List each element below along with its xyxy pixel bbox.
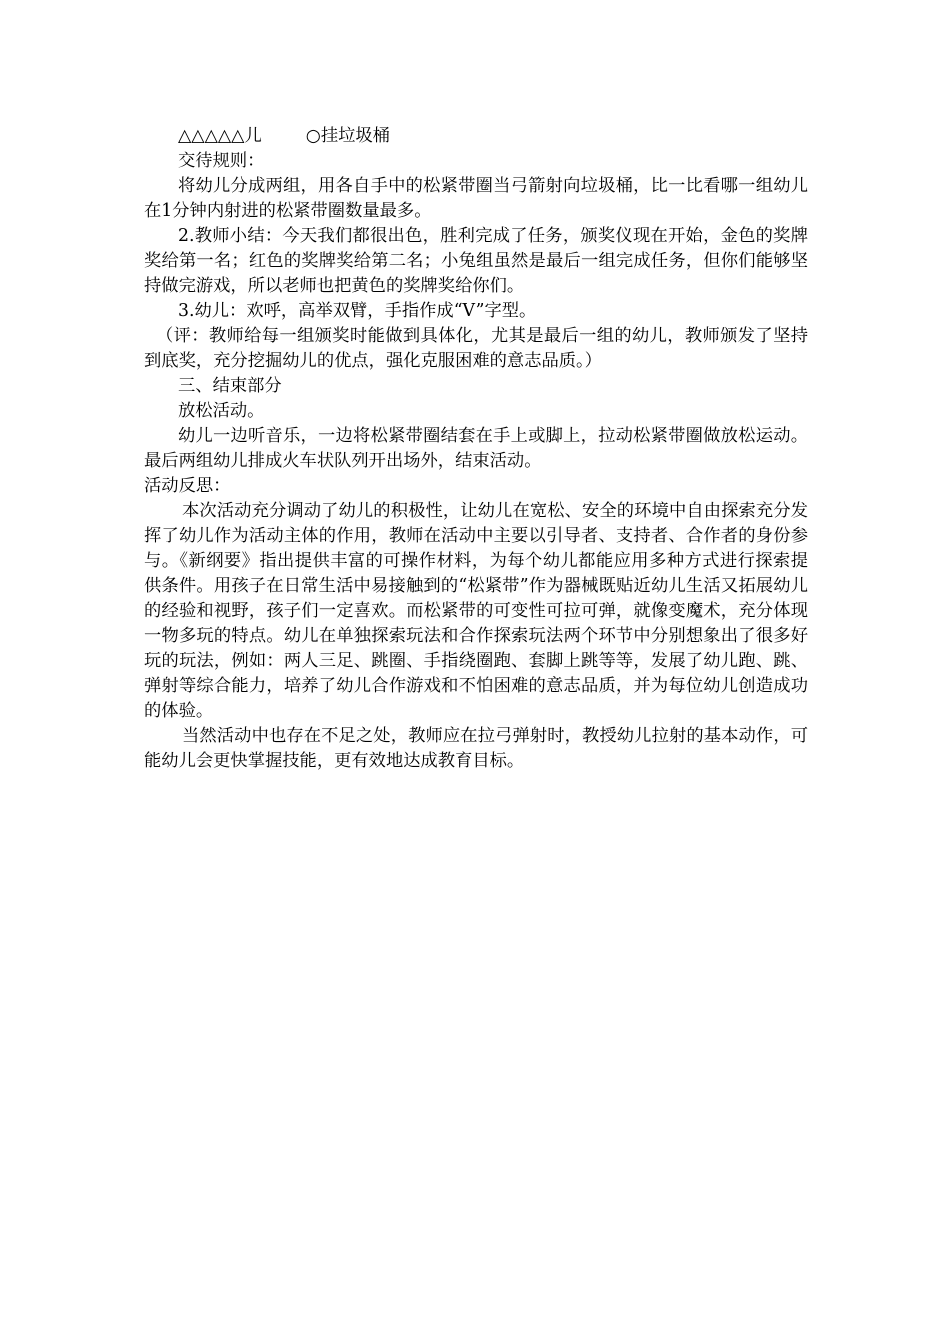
paragraph-relax-description: 幼儿一边听音乐，一边将松紧带圈结套在手上或脚上，拉动松紧带圈做放松运动。最后两组幼儿排成火车状队列开出场外，结束活动。 [144, 426, 808, 471]
section-heading-reflection: 活动反思： [144, 476, 231, 496]
paragraph-teacher-summary: 2.教师小结：今天我们都很出色，胜利完成了任务，颁奖仪现在开始，金色的奖牌奖给第一名；红色的奖牌奖给第二名；小兔组虽然是最后一组完成任务，但你们能够坚持做完游戏，所以老师也把黄色的奖牌奖给你们。 [144, 226, 808, 296]
game-setup-line [144, 124, 808, 149]
paragraph-relax-activity: 放松活动。 [178, 401, 265, 421]
triangle-symbols-text: △△△△△儿 [178, 126, 262, 146]
paragraph-children-cheer: 3.幼儿：欢呼，高举双臂，手指作成“V”字型。 [178, 301, 537, 321]
document-body [144, 124, 808, 774]
paragraph-rules-body: 将幼儿分成两组，用各自手中的松紧带圈当弓箭射向垃圾桶，比一比看哪一组幼儿在1分钟内射进的松紧带圈数量最多。 [144, 176, 808, 221]
paragraph-reflection-shortcoming: 当然活动中也存在不足之处，教师应在拉弓弹射时，教授幼儿拉射的基本动作，可能幼儿会更快掌握技能，更有效地达成教育目标。 [144, 726, 808, 771]
section-heading-ending: 三、结束部分 [178, 376, 282, 396]
paragraph-rules-heading: 交待规则： [178, 151, 265, 171]
trash-can-symbol-text: ○挂垃圾桶 [305, 126, 390, 146]
paragraph-reflection-body: 本次活动充分调动了幼儿的积极性，让幼儿在宽松、安全的环境中自由探索充分发挥了幼儿作为活动主体的作用，教师在活动中主要以引导者、支持者、合作者的身份参与。《新纲要》指出提供丰富的可操作材料，为每个幼儿都能应用多种方式进行探索提供条件。用孩子在日常生活中易接触到的“松紧带”作为器械既贴近幼儿生活又拓展幼儿的经验和视野，孩子们一定喜欢。而松紧带的可变性可拉可弹，就像变魔术，充分体现一物多玩的特点。幼儿在单独探索玩法和合作探索玩法两个环节中分别想象出了很多好玩的玩法，例如：两人三足、跳圈、手指绕圈跑、套脚上跳等等，发展了幼儿跑、跳、弹射等综合能力，培养了幼儿合作游戏和不怕困难的意志品质，并为每位幼儿创造成功的体验。 [144, 501, 808, 721]
paragraph-comment: （评：教师给每一组颁奖时能做到具体化，尤其是最后一组的幼儿，教师颁发了坚持到底奖，充分挖掘幼儿的优点，强化克服困难的意志品质。） [144, 326, 808, 371]
